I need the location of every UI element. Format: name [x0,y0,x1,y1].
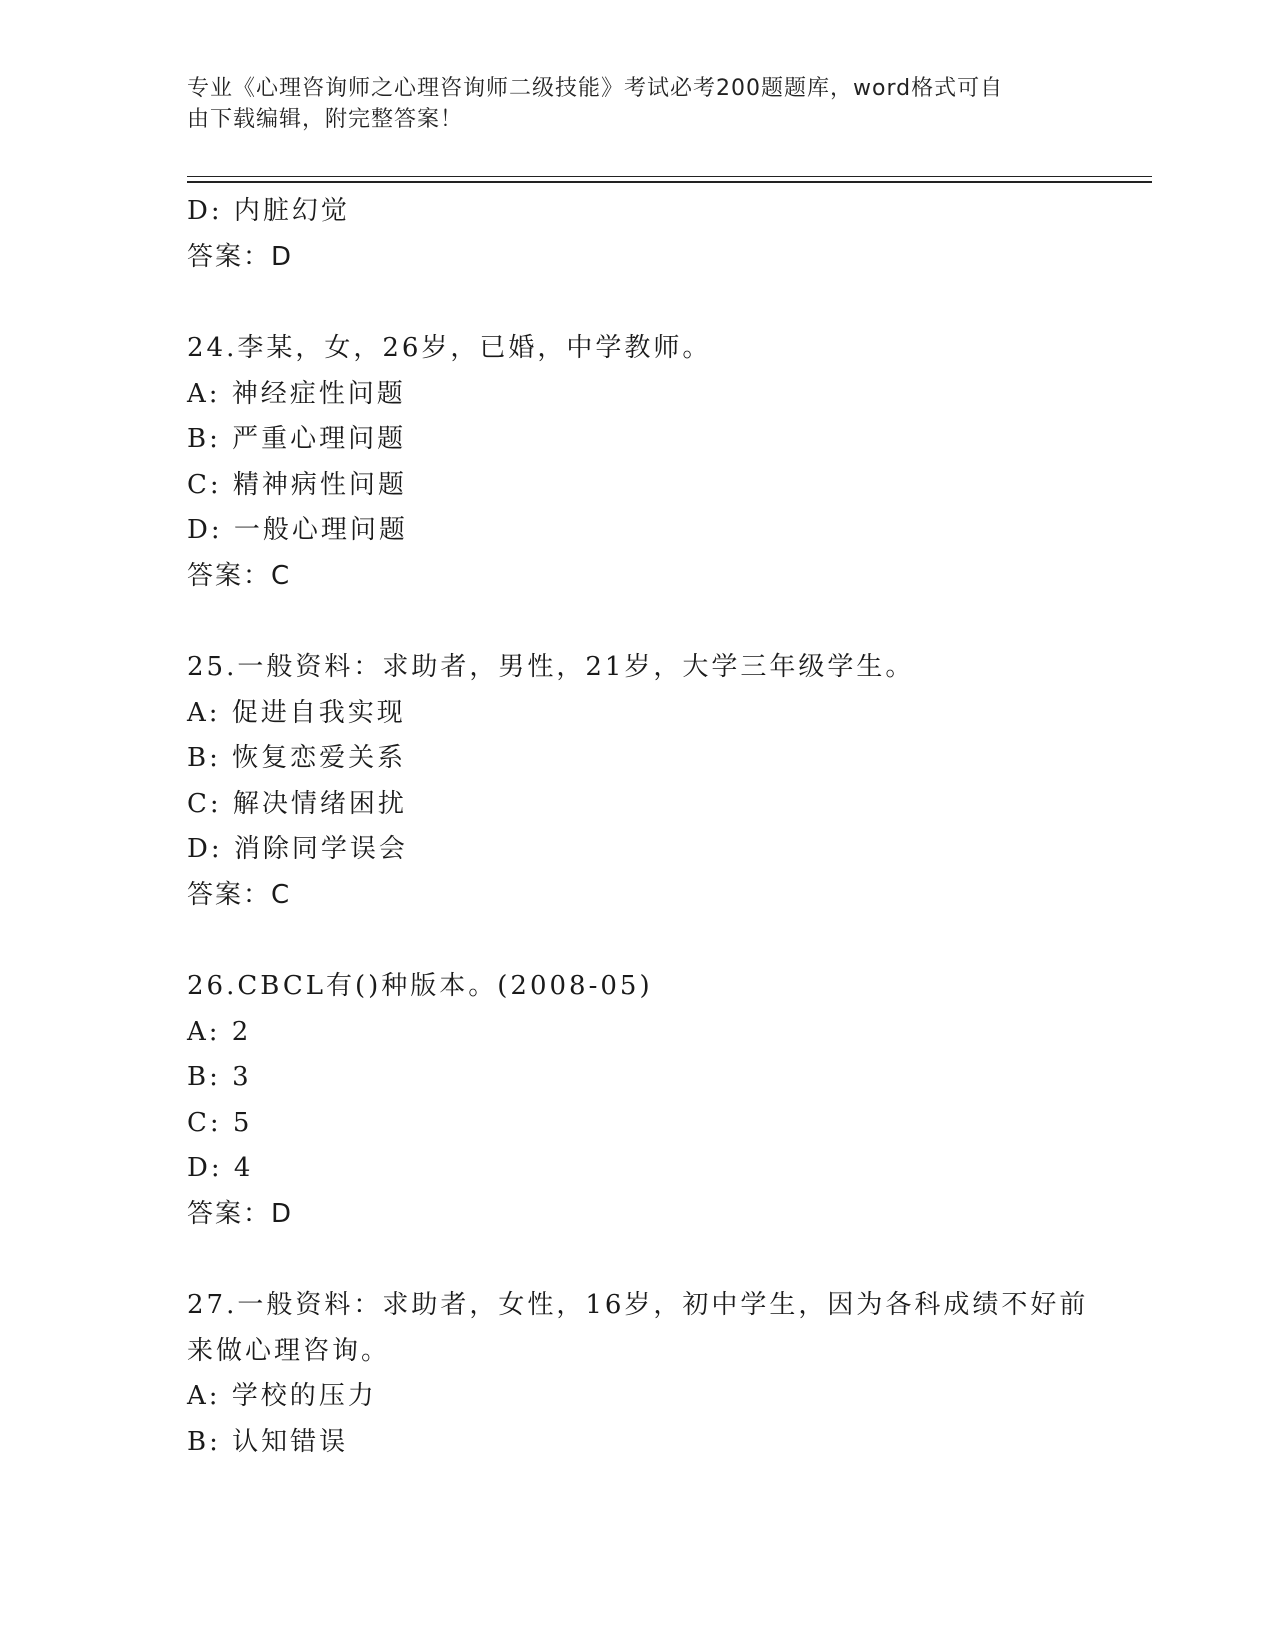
prev-question-tail [187,189,1087,280]
header-line-1: 专业《心理咨询师之心理咨询师二级技能》考试必考200题题库，word格式可自 [187,76,1004,101]
option-b: B: 严重心理问题 [187,424,407,454]
question-27 [187,1283,1087,1465]
question-25 [187,645,1087,918]
spacer [187,280,1087,326]
option-d: D: 消除同学误会 [187,834,408,864]
answer-line: 答案：D [187,241,294,272]
question-24 [187,326,1087,599]
option-b: B: 认知错误 [187,1426,349,1457]
question-26 [187,964,1087,1237]
spacer [187,918,1087,964]
option-d: D: 内脏幻觉 [187,196,350,226]
question-text: 24.李某，女，26岁，已婚，中学教师。 [187,333,712,363]
option-a: A: 学校的压力 [187,1381,377,1411]
option-a: A: 神经症性问题 [187,378,406,409]
header-divider-thin [187,176,1152,177]
header-line-2: 由下载编辑，附完整答案！ [187,107,464,132]
document-header [187,73,1067,135]
option-d: D: 4 [187,1153,254,1183]
option-a: A: 促进自我实现 [187,697,406,728]
spacer [187,1237,1087,1283]
option-d: D: 一般心理问题 [187,515,408,545]
question-text-line-1: 27.一般资料：求助者，女性，16岁，初中学生，因为各科成绩不好前 [187,1290,1089,1320]
answer-line: 答案：C [187,879,292,910]
question-text: 26.CBCL有()种版本。(2008-05) [187,971,653,1001]
option-c: C: 解决情绪困扰 [187,788,407,819]
option-c: C: 5 [187,1107,253,1138]
document-body [187,189,1087,1465]
answer-line: 答案：C [187,560,292,591]
answer-line: 答案：D [187,1198,294,1229]
option-b: B: 3 [187,1062,252,1092]
option-a: A: 2 [187,1016,252,1047]
spacer [187,599,1087,645]
question-text-line-2: 来做心理咨询。 [187,1335,391,1366]
option-b: B: 恢复恋爱关系 [187,743,407,773]
header-divider-thick [187,181,1152,183]
option-c: C: 精神病性问题 [187,469,407,500]
question-text: 25.一般资料：求助者，男性，21岁，大学三年级学生。 [187,652,915,682]
